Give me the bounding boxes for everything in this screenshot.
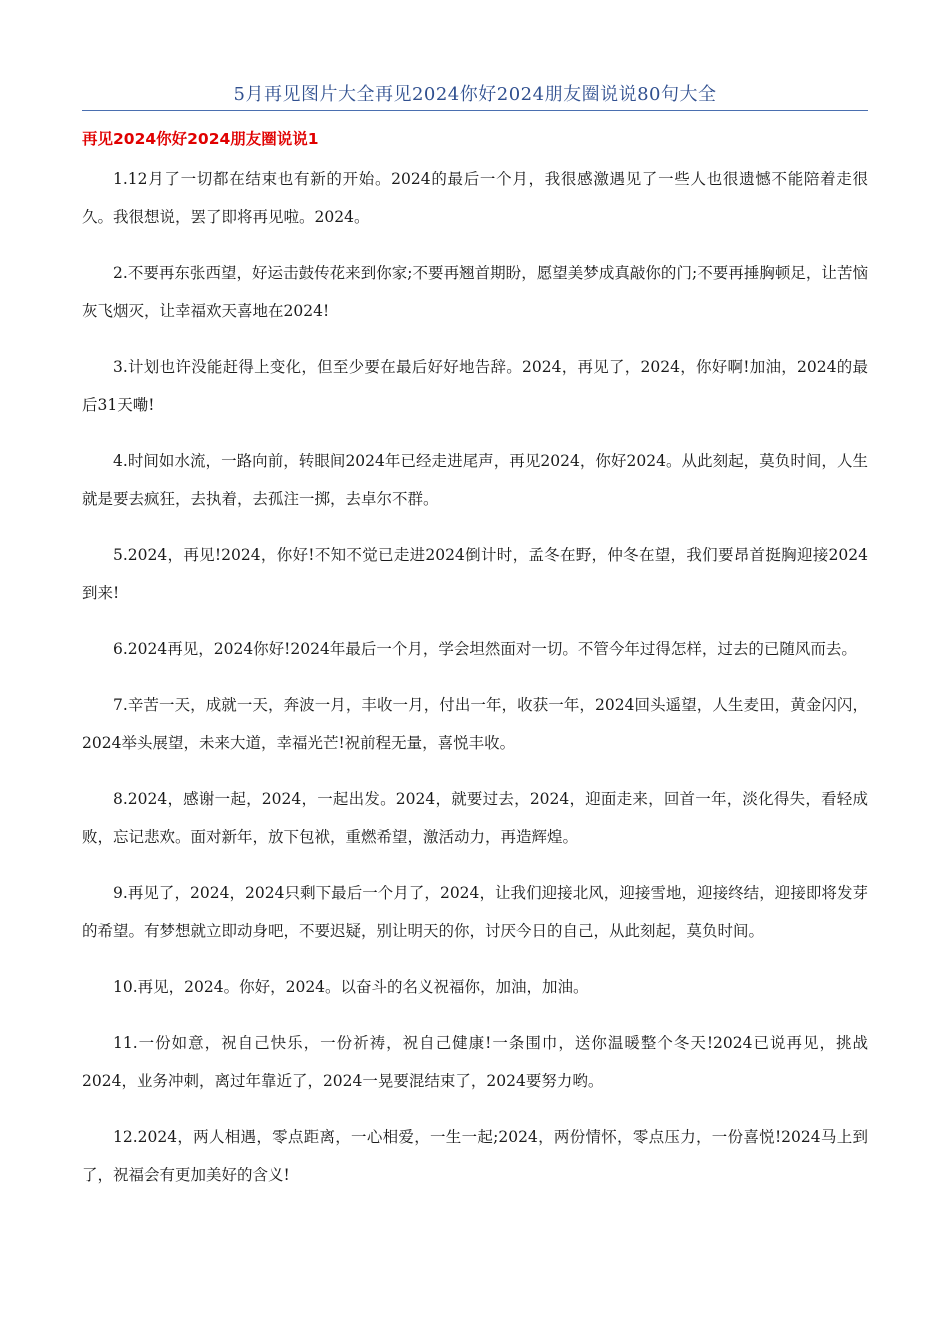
list-item: 11.一份如意，祝自己快乐，一份祈祷，祝自己健康!一条围巾，送你温暖整个冬天!2024已说再见，挑战2024，业务冲刺，离过年靠近了，2024一晃要混结束了，2024要努力哟。 [82, 1034, 868, 1090]
list-item: 4.时间如水流，一路向前，转眼间2024年已经走进尾声，再见2024，你好2024。从此刻起，莫负时间，人生就是要去疯狂，去执着，去孤注一掷，去卓尔不群。 [82, 452, 868, 508]
list-item: 7.辛苦一天，成就一天，奔波一月，丰收一月，付出一年，收获一年，2024回头遥望，人生麦田，黄金闪闪，2024举头展望，未来大道，幸福光芒!祝前程无量，喜悦丰收。 [82, 696, 868, 752]
list-item: 9.再见了，2024，2024只剩下最后一个月了，2024，让我们迎接北风，迎接雪地，迎接终结，迎接即将发芽的希望。有梦想就立即动身吧，不要迟疑，别让明天的你，讨厌今日的自己，从此刻起，莫负时间。 [82, 884, 868, 940]
greeting-list [82, 160, 868, 1212]
list-item: 8.2024，感谢一起，2024，一起出发。2024，就要过去，2024，迎面走来，回首一年，淡化得失，看轻成败，忘记悲欢。面对新年，放下包袱，重燃希望，激活动力，再造辉煌。 [82, 790, 868, 846]
list-item: 12.2024，两人相遇，零点距离，一心相爱，一生一起;2024，两份情怀，零点压力，一份喜悦!2024马上到了，祝福会有更加美好的含义! [82, 1128, 868, 1184]
list-item: 6.2024再见，2024你好!2024年最后一个月，学会坦然面对一切。不管今年过得怎样，过去的已随风而去。 [113, 640, 857, 658]
list-item: 5.2024，再见!2024，你好!不知不觉已走进2024倒计时，孟冬在野，仲冬在望，我们要昂首挺胸迎接2024到来! [82, 546, 868, 602]
list-item: 1.12月了一切都在结束也有新的开始。2024的最后一个月，我很感激遇见了一些人也很遗憾不能陪着走很久。我很想说，罢了即将再见啦。2024。 [82, 170, 868, 226]
list-item: 2.不要再东张西望，好运击鼓传花来到你家;不要再翘首期盼，愿望美梦成真敲你的门;不要再捶胸顿足，让苦恼灰飞烟灭，让幸福欢天喜地在2024! [82, 264, 868, 320]
list-item: 10.再见，2024。你好，2024。以奋斗的名义祝福你，加油，加油。 [113, 978, 589, 996]
document-title: 5月再见图片大全再见2024你好2024朋友圈说说80句大全 [233, 84, 717, 105]
section-heading: 再见2024你好2024朋友圈说说1 [82, 130, 319, 148]
title-underline-divider [82, 110, 868, 111]
list-item: 3.计划也许没能赶得上变化，但至少要在最后好好地告辞。2024，再见了，2024，你好啊!加油，2024的最后31天嘞! [82, 358, 868, 414]
